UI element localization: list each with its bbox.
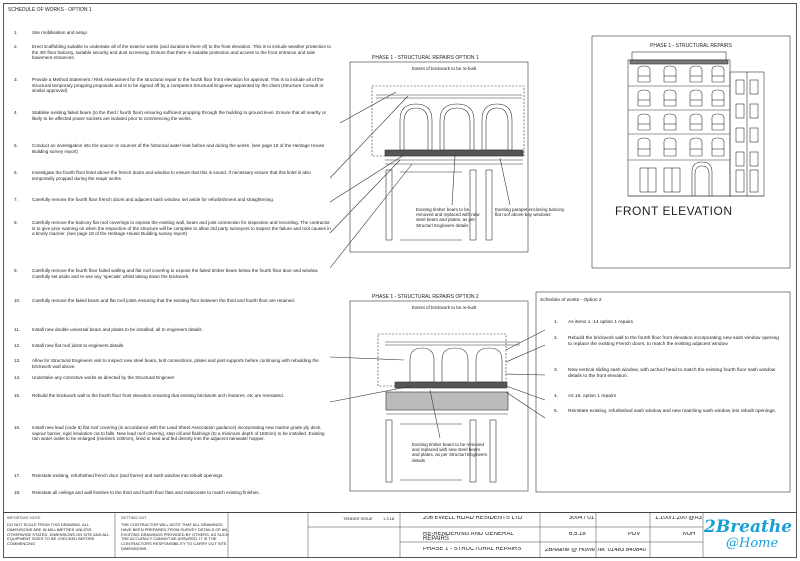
- tender-date: 1.3.18: [383, 517, 395, 521]
- front-elevation-caption: FRONT ELEVATION: [615, 204, 733, 218]
- elevation-window: [664, 66, 676, 82]
- front-elevation-door: [640, 162, 758, 196]
- elevation-window: [638, 114, 650, 130]
- job-title: RE-RENDERING AND GENERAL REPAIRS: [423, 532, 514, 542]
- schedule-item-text: Carefully remove the fourth floor failed walling and flat roof covering to expose the failed timber beam below the fourth floor door and window. Carefully set aside and re-use any 'specials' whilst taking down the brickwork.: [32, 268, 319, 279]
- schedule-item-text: Conduct an investigation into the source or sources of the historical water leak before and during the works. (see page 18 of the Heritage House Building survey report): [32, 143, 325, 154]
- schedule2-item-number: 1.: [554, 320, 559, 325]
- elevation-window: [712, 138, 724, 156]
- elevation-window: [664, 138, 676, 156]
- option1-title: PHASE 1 - STRUCTURAL REPAIRS OPTION 1: [372, 55, 479, 61]
- schedule2-item-text: New vertical sliding sash window, with arched head to match the existing fourth floor sash window details to the front elevation.: [568, 368, 776, 379]
- schedule2-item-number: 3.: [554, 368, 559, 373]
- schedule-item-text: Install new double universal beam and plates to be installed, all to engineers details.: [32, 327, 203, 332]
- front-elevation-drawing: [592, 36, 790, 268]
- elevation-window: [712, 66, 724, 82]
- option2-balcony: [386, 392, 508, 410]
- schedule-item-text: Install new flat roof joists to engineers details.: [32, 343, 125, 348]
- wing-window: [750, 80, 758, 94]
- schedule-item-number: 6.: [14, 170, 18, 175]
- company-logo: [704, 515, 794, 555]
- schedule-item-number: 7.: [14, 197, 18, 202]
- elevation-window: [690, 90, 702, 106]
- wing-window: [750, 128, 758, 142]
- schedule-item-number: 17.: [14, 473, 21, 478]
- wing-window: [736, 104, 744, 118]
- elevation-window: [638, 138, 650, 156]
- option2-note-beam: Existing timber beam to be removed and replaced with new steel beam and plates, as per Structurl Engineers details: [412, 442, 488, 463]
- front-elevation-windows: [638, 66, 758, 166]
- schedule-item-text: Undertake any corrective works as directed by the Structural Engineer: [32, 375, 175, 380]
- logo-line1: 2Breathe: [704, 517, 793, 537]
- elevation-window: [638, 66, 650, 82]
- schedule-item-number: 13.: [14, 358, 21, 363]
- wing-window: [750, 104, 758, 118]
- schedule-item-text: Carefully remove the fourth floor french doors and adjacent sash window, set aside for refurbishment and straightening.: [32, 197, 275, 202]
- schedule-item-text: Rebuild the brickwork wall to the fourth floor front elevation ensuring that existing brickwork arch features, etc are reinstated.: [32, 393, 285, 398]
- wing-window: [736, 80, 744, 94]
- schedule-item-text: Reinstate existing, refurbished french door (and frame) and sash window into rebuilt openings.: [32, 473, 224, 478]
- elevation-window: [690, 66, 702, 82]
- option1-note-beam: Existing timber beam to be removed and replaced with new steel beam and plates, as per Structurl Engineers details: [416, 207, 480, 228]
- schedule-item-text: Reinstate all ceilings and wall finishes to the third and fourth floor flats and redecorate to match existing finishes.: [32, 490, 260, 495]
- schedule-item-number: 11.: [14, 327, 21, 332]
- client-name: 206 EWELL ROAD RESIDENTS LTD: [423, 516, 523, 521]
- schedule-item-number: 9.: [14, 268, 18, 273]
- building-outline: [628, 60, 730, 196]
- schedule-item-number: 16.: [14, 425, 21, 430]
- elevation-window: [712, 114, 724, 130]
- schedule-item-text: Install new lead (code 5) flat roof covering (in accordance with the Lead Sheet Association guidance) incorporating new marine grade ply deck, vapour barrier, rigid insulation cut to falls. New lead roof covering, step cill and flashings (to a minimum depth of 150mm) to be installed. Existing rain water outlet to be enlarged (minimim 100mm), lined in lead and fed directly into the adjacent rainwater hopper.: [32, 425, 325, 442]
- schedule-item-number: 15.: [14, 393, 21, 398]
- drawing-title: PHASE 1 - STRUCTURAL REPAIRS: [423, 547, 522, 552]
- schedule2-item-number: 5.: [554, 409, 559, 414]
- elevation-window: [664, 114, 676, 130]
- schedule-item-number: 12.: [14, 343, 21, 348]
- front-elevation-title: PHASE 1 - STRUCTURAL REPAIRS: [650, 43, 732, 49]
- drawing-date: 6.5.18: [569, 532, 586, 537]
- schedule-item-text: Erect scaffolding suitable to undertake all of the exterior works (and durations there of) to the front elevation. This is to include weather protection to the 4th floor balcony, suitable security and dust screening. Ensure that there is suitable protection and access to the front entrance and side basement entrances.: [32, 44, 332, 61]
- option1-note-parapet: Existing parapet enclosing balcony flat roof above bay windows: [495, 207, 565, 218]
- wing-window: [736, 128, 744, 142]
- option2-note-brickwork: Extent of brickwork to be re-built: [412, 305, 477, 310]
- schedule-item-number: 8.: [14, 220, 18, 225]
- option1-arches: [400, 104, 512, 150]
- schedule2-item-text: As 16, option 1 repairs: [568, 394, 616, 399]
- option2-title: PHASE 1 - STRUCTURAL REPAIRS OPTION 2: [372, 294, 479, 300]
- elevation-window: [638, 90, 650, 106]
- drawing-number: 3004 / 01: [569, 516, 595, 521]
- elevation-window: [664, 90, 676, 106]
- option1-rebuild-extent: [372, 86, 524, 156]
- checked-by: MJH: [683, 532, 696, 537]
- schedule2-item-number: 2.: [554, 336, 559, 341]
- schedule-item-number: 2.: [14, 44, 18, 49]
- schedule-option-2: [540, 298, 790, 304]
- wing-window: [750, 152, 758, 166]
- option1-note-brickwork: Extent of brickwork to be re-built: [412, 66, 477, 71]
- elevation-window: [690, 114, 702, 130]
- option1-beam: [385, 150, 523, 156]
- schedule2-item-text: As items 1 -14 option 1 repairs: [568, 320, 634, 325]
- schedule-item-number: 14.: [14, 375, 21, 380]
- schedule-item-text: Investigate the fourth floor lintel above the french doors and window to ensure that this is sound. If necessary ensure that this lintel is also temporarily propped during the reapir works.: [32, 170, 311, 181]
- drawn-by: PDV: [628, 532, 641, 537]
- logo-line2: @Home: [726, 536, 779, 551]
- schedule-item-text: Allow for Structural Engineers visit to inspect new steel beam, bolt connections, plates and joist supports before continuing with rebuilding the brickwork wall above.: [32, 358, 319, 369]
- schedule-item-text: Provide a Method Statement / Risk Assessment for the structural repair to the fourth floor front elevation for approval. This is to include all of the structural temporary propping proposals and is to be signed off by a competent Structural Engineer appointed by the client (Structure Consult or similar approved): [32, 77, 324, 94]
- option1-drawing: [330, 62, 528, 268]
- schedule-item-text: Carefully remove the failed beam and flat roof joists ensuring that the existing floor between the third and fourth floor are retained.: [32, 298, 296, 303]
- elevation-window: [690, 138, 702, 156]
- schedule-item-number: 4.: [14, 110, 18, 115]
- setting-out-text: THE CONTRACTOR WILL NOTE THAT ALL DRAWINGS HAVE BEEN PREPARED FROM SURVEY DETAILS OF AN EXISTING DRAWINGS PROVIDED BY OTHERS. AS SUCH THE ACCURACY CANNOT BE ASSURED. IT IS THE CONTRACTORS RESPONSIBILITY TO CARRY OUT SITE DIMENSIONS.: [121, 523, 229, 551]
- schedule-item-text: Carefully remove the balcony flat roof coverings to expose the existing wall, beam and joist connection for inspection and recording. The contractor is to give prior warning on when the inspection of the structure will be complete to allow 3rd party surveyors to inspect the failure and root causes in a timely manner. (see page 18 of the Heritage House Building survey report): [32, 220, 331, 237]
- schedule-item-text: Stabilise existing failed beam (to the third / fourth floor) ensuring sufficient propping through the building to ground level. Ensure that all nearby or likely to be affected power sockets are isolated prior to commencing the works.: [32, 110, 327, 121]
- schedule-item-number: 1.: [14, 30, 18, 35]
- contact-line: 2Breathe @ Home Tel: 01483 840840: [545, 548, 646, 553]
- schedule-item-text: Site mobilisation and setup: [32, 30, 87, 35]
- schedule2-title: Schedule of works - Option 2: [540, 298, 602, 303]
- elevation-window: [712, 90, 724, 106]
- schedule-item-number: 5.: [14, 143, 18, 148]
- schedule-item-number: 3.: [14, 77, 18, 82]
- setting-out-heading: SETTING OUT: [121, 516, 147, 520]
- schedule2-item-text: Rebuild the brickwork wall to the fourth floor front elevation incorporating new sash window opening to replace the existing French doors, to match the existing adjacent window: [568, 336, 779, 347]
- scale: 1:100/1:200 @A3: [655, 516, 702, 521]
- schedule2-item-number: 4.: [554, 394, 559, 399]
- schedule2-item-text: Reinstate existing, refurbished sash window and new matching sash window into rebuilt openings.: [568, 409, 776, 414]
- schedule-title: SCHEDULE OF WORKS - OPTION 1: [8, 7, 92, 13]
- tender-issue: TENDER ISSUE: [343, 517, 373, 521]
- wing-window: [736, 152, 744, 166]
- option2-arches: [410, 348, 502, 382]
- front-elevation-frame: [592, 36, 790, 268]
- schedule-item-number: 10.: [14, 298, 21, 303]
- important-note-text: DO NOT SCALE FROM THIS DRAWING. ALL DIMENSIONS ARE IN MILLIMETRES UNLESS OTHERWISE STATED. DIMENSIONS ON SITE AND ALL EQUIPMENT SIZES TO BE CHECKED BEFORE COMMENCING: [7, 523, 110, 547]
- schedule-item-number: 18.: [14, 490, 21, 495]
- important-note-heading: IMPORTANT NOTE: [7, 516, 41, 520]
- option2-beam: [395, 382, 507, 388]
- title-block: [3, 512, 797, 559]
